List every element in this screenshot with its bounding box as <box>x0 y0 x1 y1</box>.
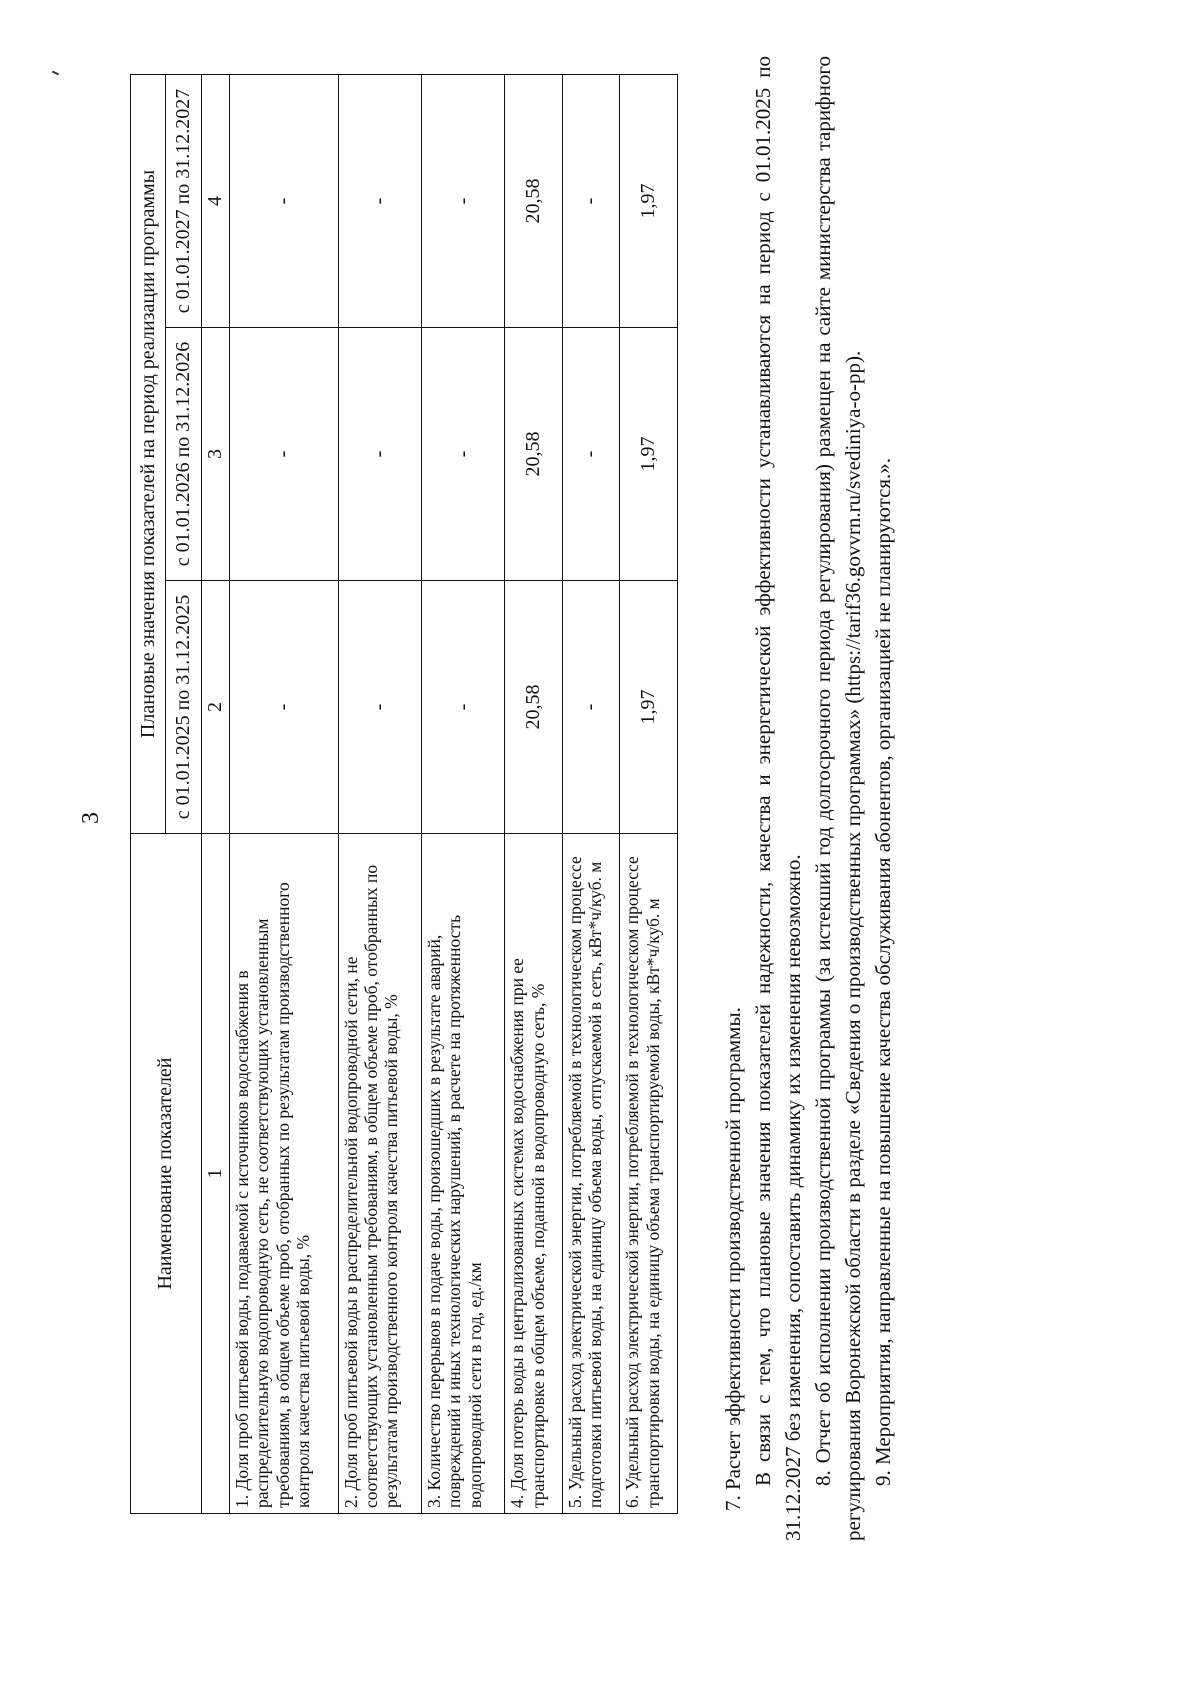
indicator-value: - <box>562 75 620 328</box>
indicator-value: 20,58 <box>505 328 563 581</box>
indicator-name: 1. Доля проб питьевой воды, подаваемой с источников водоснабжения в распределительную водопроводную сеть, не соответствующих установленным требованиям, в общем объеме проб, отобранных по результатам производственного контроля качества питьевой воды, % <box>229 834 338 1514</box>
header-period-2026: с 01.01.2026 по 31.12.2026 <box>166 328 201 581</box>
indicators-table <box>130 74 678 1514</box>
table-row <box>620 75 678 1514</box>
table-row <box>338 75 421 1514</box>
column-number: 3 <box>201 328 229 581</box>
section-7-heading: 7. Расчет эффективности производственной программы. <box>721 1007 745 1511</box>
table-row <box>505 75 563 1514</box>
indicator-value: 20,58 <box>505 75 563 328</box>
header-planned-values: Плановые значения показателей на период реализации программы <box>131 75 166 834</box>
indicator-value: - <box>229 75 338 328</box>
indicator-value: - <box>562 581 620 834</box>
scan-speck <box>52 71 59 76</box>
indicator-value: - <box>421 581 504 834</box>
indicator-value: - <box>338 328 421 581</box>
indicator-name: 6. Удельный расход электрической энергии, потребляемой в технологическом процессе транспортировки воды, на единицу объема транспортируемой воды, кВт*ч/куб. м <box>620 834 678 1514</box>
column-number: 2 <box>201 581 229 834</box>
table-header-row <box>131 75 166 1514</box>
column-number-row <box>201 75 229 1514</box>
page-number: 3 <box>78 812 104 824</box>
indicator-value: - <box>562 328 620 581</box>
indicator-value: - <box>421 75 504 328</box>
section-8-paragraph: 8. Отчет об исполнении производственной программы (за истекший год долгосрочного периода регулирования) размещен на сайте министерства тарифного регулирования Воронежской области в разделе «Сведения о производственных программах» (https://tarif36.govvrn.ru/svediniya-o-pp). <box>811 56 865 1541</box>
indicator-value: - <box>338 75 421 328</box>
header-period-2025: с 01.01.2025 по 31.12.2025 <box>166 581 201 834</box>
table-row <box>562 75 620 1514</box>
indicator-value: - <box>229 581 338 834</box>
indicator-name: 5. Удельный расход электрической энергии, потребляемой в технологическом процессе подготовки питьевой воды, на единицу объема воды, отпускаемой в сеть, кВт*ч/куб. м <box>562 834 620 1514</box>
table-row <box>229 75 338 1514</box>
indicator-name: 2. Доля проб питьевой воды в распределительной водопроводной сети, не соответствующих установленным требованиям, в общем объеме проб, отобранных по результатам производственного контроля качества питьевой воды, % <box>338 834 421 1514</box>
column-number: 4 <box>201 75 229 328</box>
table-row <box>421 75 504 1514</box>
column-number: 1 <box>201 834 229 1514</box>
section-7-body: В связи с тем, что плановые значения показателей надежности, качества и энергетической эффективности устанавливаются на период с 01.01.2025 по 31.12.2027 без изменения, сопоставить динамику их изменения невозможно. <box>751 56 805 1541</box>
indicator-value: - <box>229 328 338 581</box>
section-9-paragraph: 9. Мероприятия, направленные на повышение качества обслуживания абонентов, организацией не планируются.». <box>871 457 895 1486</box>
indicator-name: 3. Количество перерывов в подаче воды, произошедших в результате аварий, повреждений и иных технологических нарушений, в расчете на протяженность водопроводной сети в год, ед./км <box>421 834 504 1514</box>
indicator-value: - <box>421 328 504 581</box>
header-indicator-name: Наименование показателей <box>131 834 202 1514</box>
indicator-value: - <box>338 581 421 834</box>
indicator-value: 1,97 <box>620 328 678 581</box>
body-text <box>718 56 898 1541</box>
header-period-2027: с 01.01.2027 по 31.12.2027 <box>166 75 201 328</box>
indicator-name: 4. Доля потерь воды в централизованных системах водоснабжения при ее транспортировке в общем объеме, поданной в водопроводную сеть, % <box>505 834 563 1514</box>
indicator-value: 1,97 <box>620 75 678 328</box>
indicator-value: 20,58 <box>505 581 563 834</box>
indicator-value: 1,97 <box>620 581 678 834</box>
